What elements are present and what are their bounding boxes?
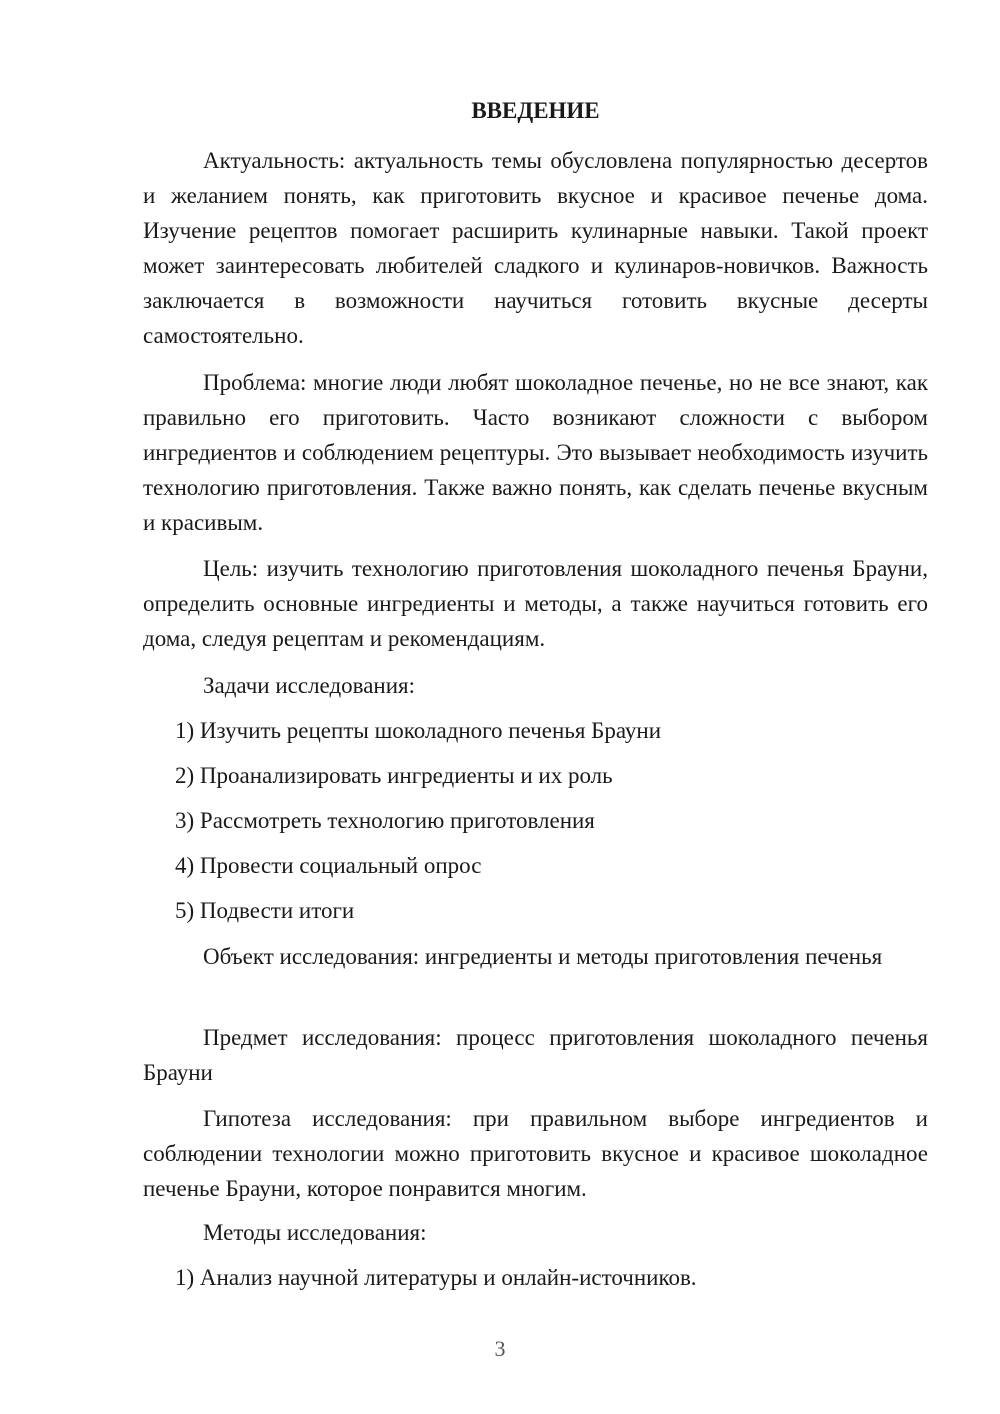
task-item-1: 1) Изучить рецепты шоколадного печенья Брауни [175,718,662,743]
paragraph-subject: Предмет исследования: процесс приготовления шоколадного печенья Брауни [143,1025,928,1085]
methods-heading: Методы исследования: [203,1220,427,1245]
task-item-4: 4) Провести социальный опрос [175,853,482,878]
tasks-heading: Задачи исследования: [203,673,416,698]
paragraph-goal: Цель: изучить технологию приготовления шоколадного печенья Брауни, определить основные ингредиенты и методы, а также научиться готовить его дома, следуя рецептам и рекомендациям. [143,556,928,651]
method-item-1: 1) Анализ научной литературы и онлайн-источников. [175,1265,697,1290]
paragraph-relevance: Актуальность: актуальность темы обусловлена популярностью десертов и желанием понять, как приготовить вкусное и красивое печенье дома. Изучение рецептов помогает расширить кулинарные навыки. Такой проект может заинтересовать любителей сладкого и кулинаров-новичков. Важность заключается в возможности научиться готовить вкусные десерты самостоятельно. [143,148,928,348]
task-item-2: 2) Проанализировать ингредиенты и их роль [175,763,613,788]
paragraph-problem: Проблема: многие люди любят шоколадное печенье, но не все знают, как правильно его приготовить. Часто возникают сложности с выбором ингредиентов и соблюдением рецептуры. Это вызывает необходимость изучить технологию приготовления. Также важно понять, как сделать печенье вкусным и красивым. [143,370,928,535]
paragraph-hypothesis: Гипотеза исследования: при правильном выборе ингредиентов и соблюдении технологии можно приготовить вкусное и красивое шоколадное печенье Брауни, которое понравится многим. [143,1106,928,1201]
paragraph-object: Объект исследования: ингредиенты и методы приготовления печенья [203,944,883,969]
task-item-5: 5) Подвести итоги [175,898,355,923]
page-number: 3 [494,1336,506,1361]
task-item-3: 3) Рассмотреть технологию приготовления [175,808,595,833]
section-title: ВВЕДЕНИЕ [471,98,600,123]
